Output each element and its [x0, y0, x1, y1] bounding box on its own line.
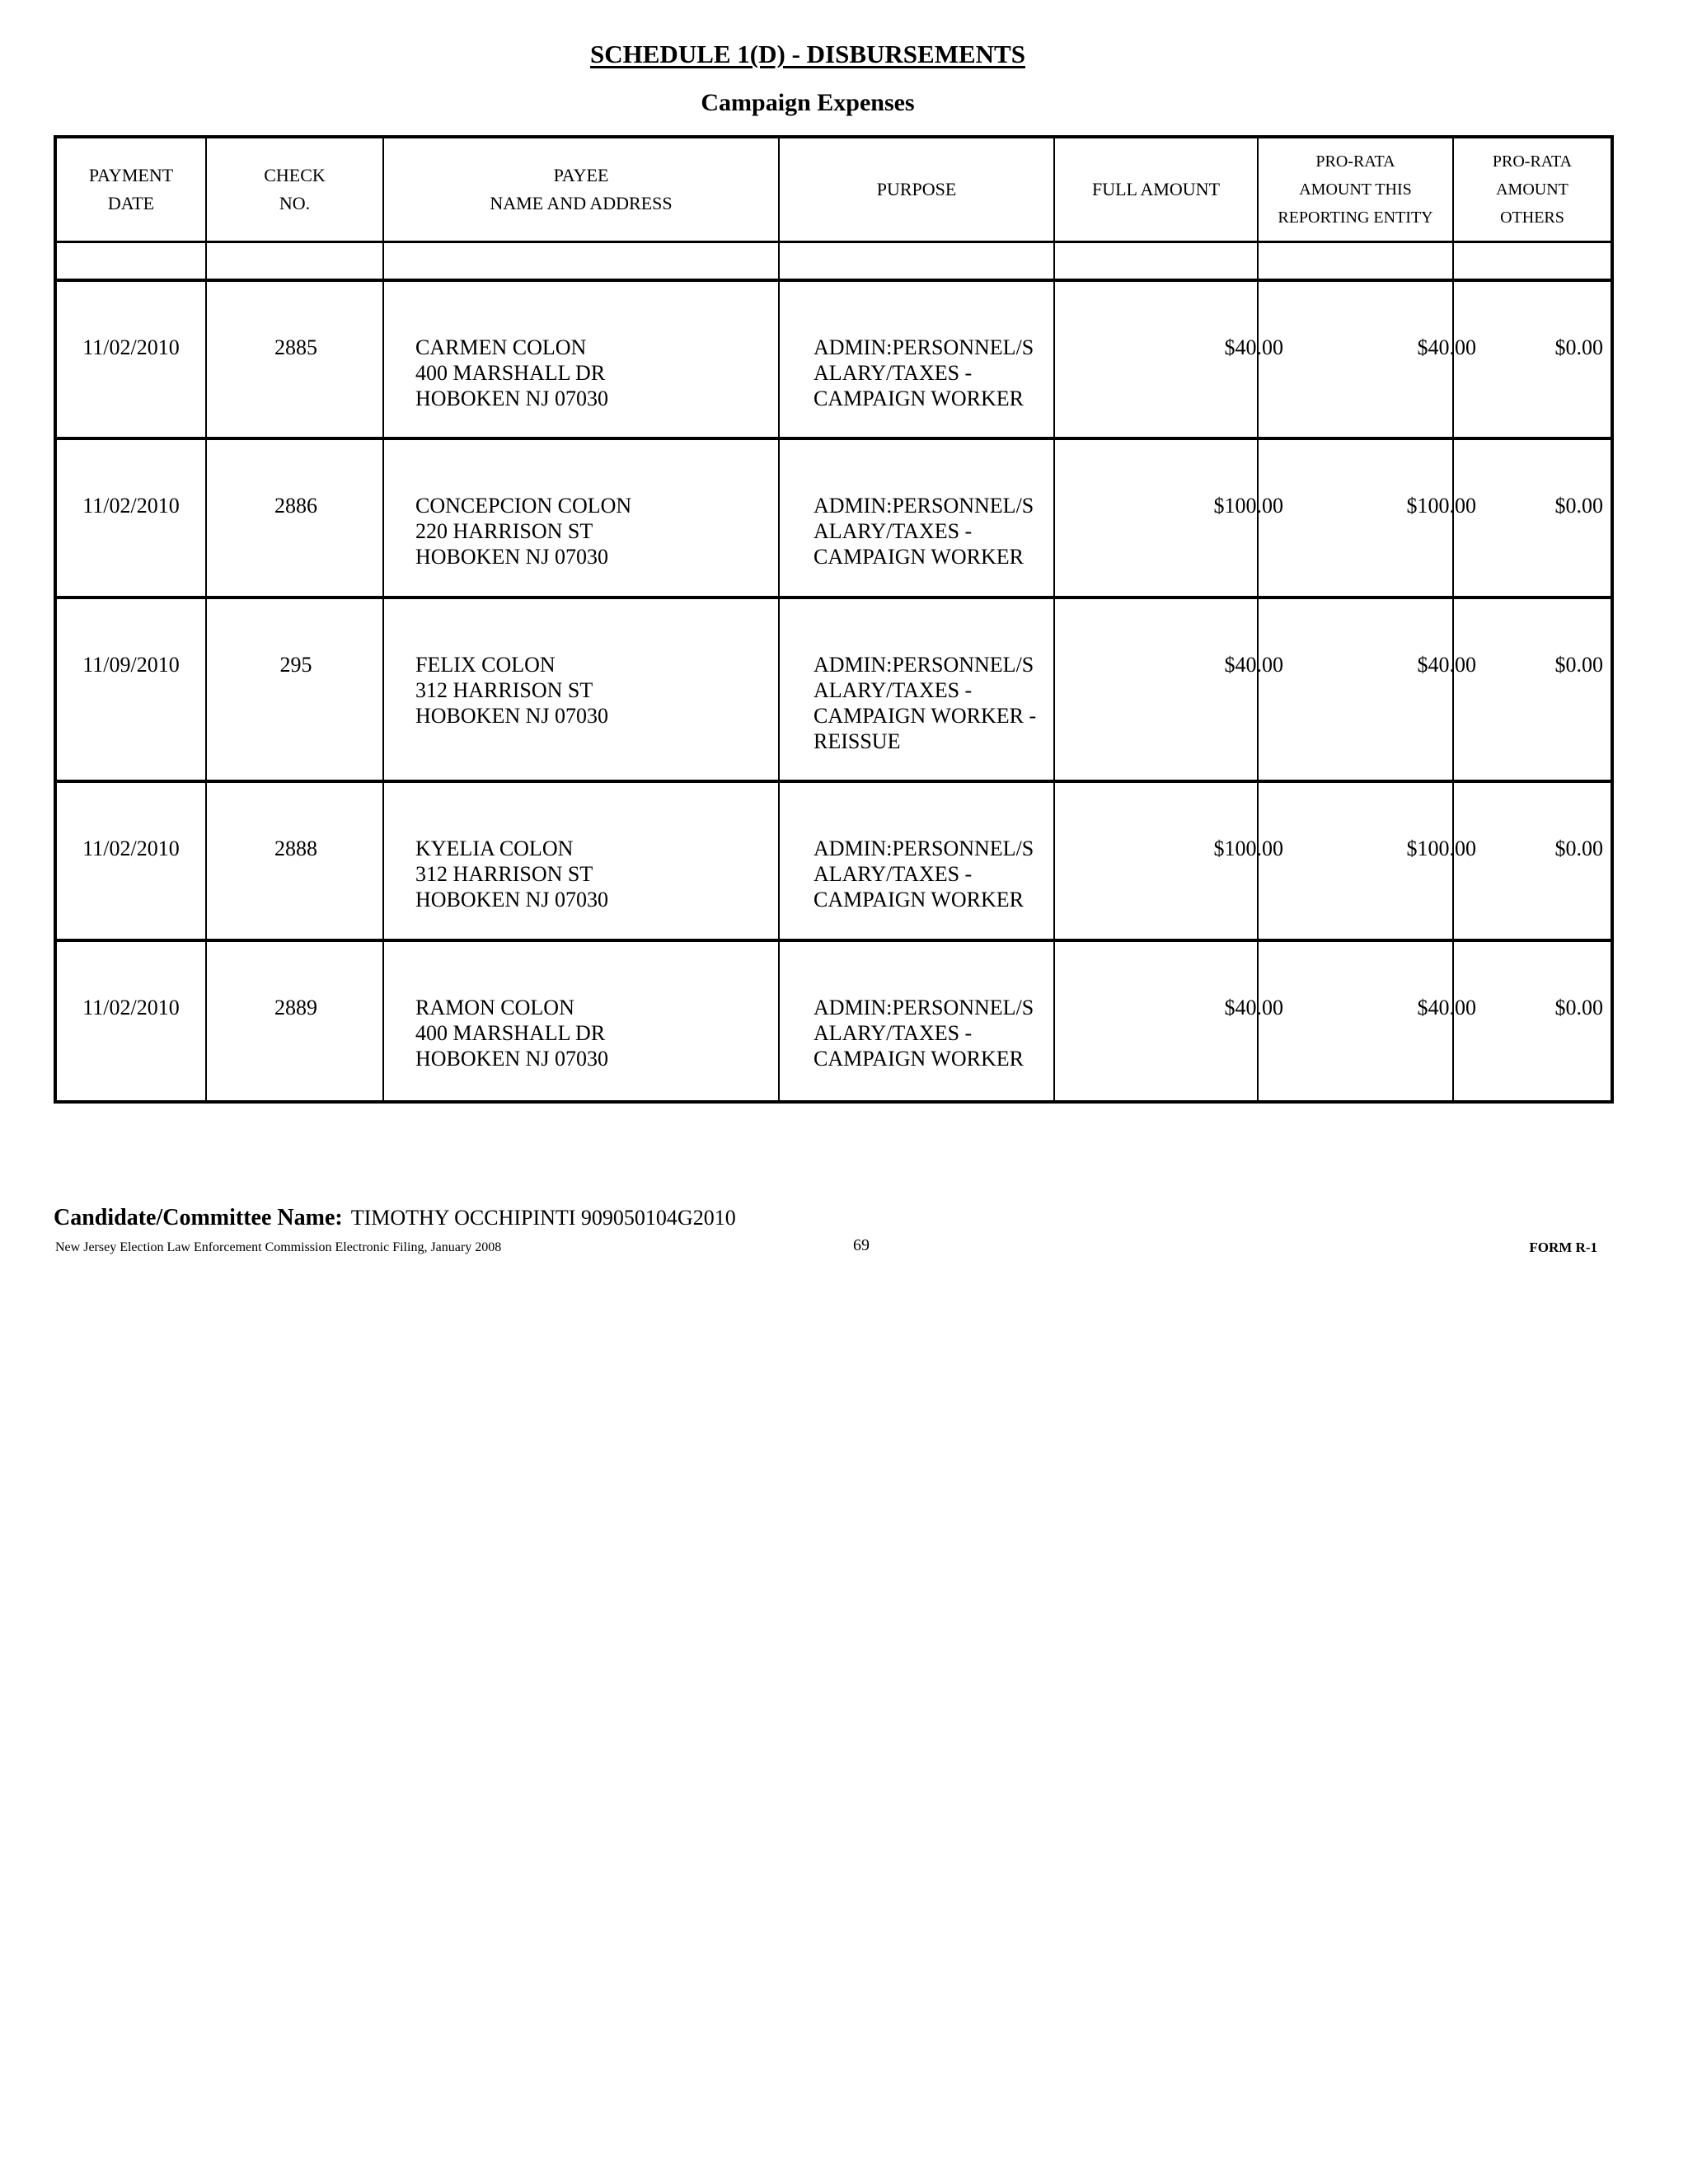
column-divider [1452, 138, 1454, 1100]
column-header-check-no: CHECK NO. [264, 165, 326, 213]
full-amount: $40.00 [1224, 996, 1283, 1019]
check-number: 2886 [274, 494, 317, 518]
payment-date: 11/02/2010 [82, 335, 180, 359]
payee-name-address: CONCEPCION COLON 220 HARRISON ST HOBOKEN NJ 07030 [415, 494, 632, 569]
column-divider [1257, 138, 1259, 1100]
pro-rata-this: $100.00 [1406, 494, 1476, 518]
page-number: 69 [853, 1236, 870, 1254]
full-amount: $40.00 [1224, 335, 1283, 359]
column-divider [382, 138, 384, 1100]
purpose: ADMIN:PERSONNEL/S ALARY/TAXES - CAMPAIGN WORKER - REISSUE [814, 653, 1037, 753]
header-rule [57, 279, 1611, 282]
pro-rata-this: $40.00 [1417, 653, 1476, 677]
disbursements-table [54, 135, 1614, 1104]
column-divider [778, 138, 780, 1100]
pro-rata-others: $0.00 [1554, 494, 1603, 518]
full-amount: $100.00 [1213, 837, 1283, 860]
pro-rata-others: $0.00 [1554, 837, 1603, 860]
row-divider [57, 939, 1611, 942]
column-header-full-amount: FULL AMOUNT [1091, 179, 1221, 199]
payee-name-address: RAMON COLON 400 MARSHALL DR HOBOKEN NJ 07030 [415, 996, 608, 1071]
purpose: ADMIN:PERSONNEL/S ALARY/TAXES - CAMPAIGN WORKER [814, 494, 1034, 569]
page-title: SCHEDULE 1(D) - DISBURSEMENTS [590, 40, 1025, 68]
pro-rata-others: $0.00 [1554, 653, 1603, 677]
pro-rata-others: $0.00 [1554, 996, 1603, 1019]
column-header-payment-date: PAYMENT DATE [88, 165, 174, 213]
form-id: FORM R-1 [1529, 1240, 1597, 1255]
agency-footer: New Jersey Election Law Enforcement Commission Electronic Filing, January 2008 [55, 1240, 502, 1254]
column-header-pro-rata-this: PRO-RATA AMOUNT THIS REPORTING ENTITY [1278, 152, 1433, 227]
check-number: 2889 [274, 996, 317, 1019]
payee-name-address: CARMEN COLON 400 MARSHALL DR HOBOKEN NJ 07030 [415, 335, 608, 410]
pro-rata-this: $40.00 [1417, 335, 1476, 359]
purpose: ADMIN:PERSONNEL/S ALARY/TAXES - CAMPAIGN WORKER [814, 837, 1034, 912]
candidate-committee-label: Candidate/Committee Name: [54, 1205, 343, 1230]
page-subtitle: Campaign Expenses [701, 89, 915, 116]
full-amount: $100.00 [1213, 494, 1283, 518]
row-divider [57, 780, 1611, 783]
payee-name-address: KYELIA COLON 312 HARRISON ST HOBOKEN NJ 07030 [415, 837, 608, 912]
full-amount: $40.00 [1224, 653, 1283, 677]
purpose: ADMIN:PERSONNEL/S ALARY/TAXES - CAMPAIGN WORKER [814, 996, 1034, 1071]
payment-date: 11/02/2010 [82, 996, 180, 1019]
pro-rata-this: $100.00 [1406, 837, 1476, 860]
pro-rata-others: $0.00 [1554, 335, 1603, 359]
column-header-payee: PAYEE NAME AND ADDRESS [490, 165, 673, 213]
column-divider [205, 138, 207, 1100]
check-number: 295 [279, 653, 312, 677]
header-rule [57, 241, 1611, 243]
check-number: 2885 [274, 335, 317, 359]
column-header-purpose: PURPOSE [876, 179, 957, 199]
column-header-pro-rata-others: PRO-RATA AMOUNT OTHERS [1492, 152, 1573, 227]
purpose: ADMIN:PERSONNEL/S ALARY/TAXES - CAMPAIGN WORKER [814, 335, 1034, 410]
pro-rata-this: $40.00 [1417, 996, 1476, 1019]
payment-date: 11/02/2010 [82, 494, 180, 518]
check-number: 2888 [274, 837, 317, 860]
payment-date: 11/02/2010 [82, 837, 180, 860]
row-divider [57, 596, 1611, 599]
candidate-committee-value: TIMOTHY OCCHIPINTI 909050104G2010 [350, 1206, 736, 1230]
candidate-committee-name [54, 1205, 736, 1231]
row-divider [57, 437, 1611, 440]
payee-name-address: FELIX COLON 312 HARRISON ST HOBOKEN NJ 07030 [415, 653, 608, 728]
payment-date: 11/09/2010 [82, 653, 180, 677]
column-divider [1053, 138, 1055, 1100]
